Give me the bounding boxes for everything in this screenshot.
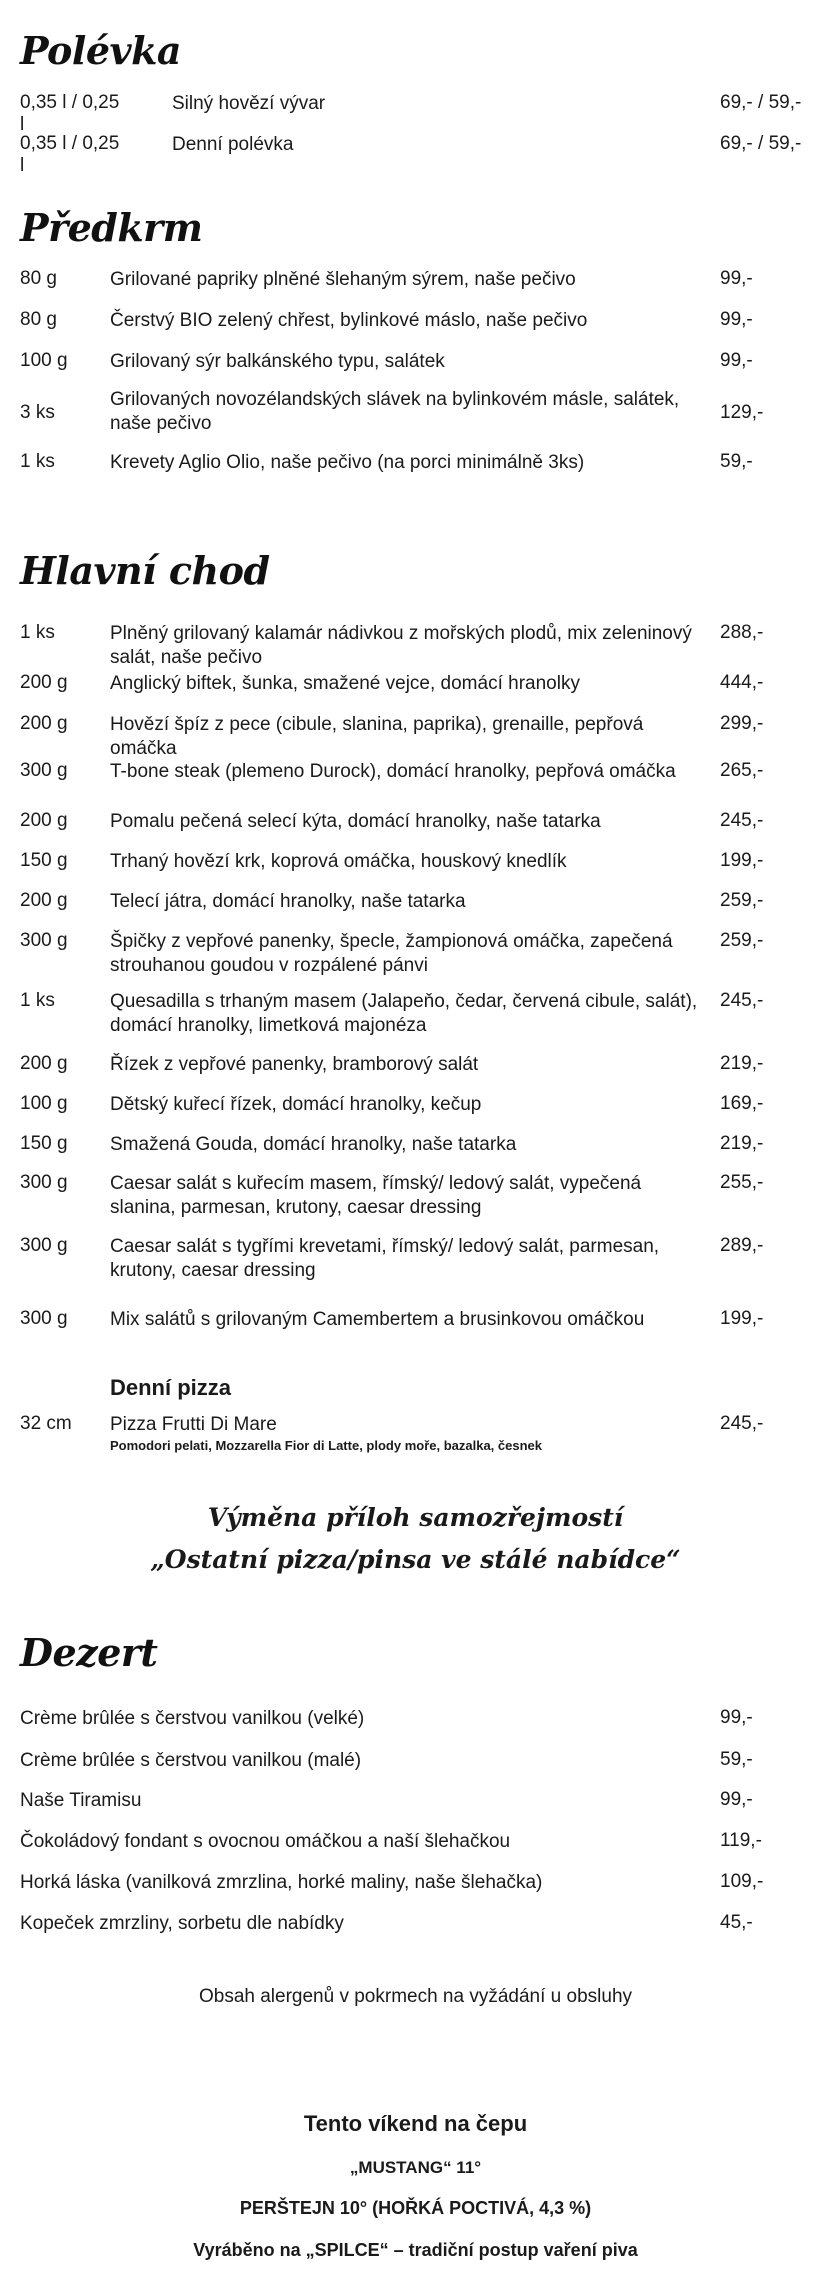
item-qty: 3 ks: [20, 402, 55, 423]
item-qty: 300 g: [20, 1172, 68, 1193]
pizza-note: „Ostatní pizza/pinsa ve stálé nabídce“: [150, 1545, 681, 1574]
item-name: Naše Tiramisu: [20, 1790, 142, 1811]
main-heading: Hlavní chod: [20, 548, 270, 593]
pizza-description: Pomodori pelati, Mozzarella Fior di Latte, plody moře, bazalka, česnek: [110, 1438, 542, 1453]
item-price: 219,-: [720, 1053, 764, 1074]
item-price: 69,- / 59,-: [720, 133, 802, 154]
item-price: 299,-: [720, 713, 764, 734]
item-qty: 32 cm: [20, 1413, 72, 1434]
item-price: 69,- / 59,-: [720, 92, 802, 113]
dessert-heading: Dezert: [20, 1630, 158, 1675]
item-price: 59,-: [720, 451, 753, 472]
item-qty: 1 ks: [20, 451, 55, 472]
pizza-subheading: Denní pizza: [110, 1375, 232, 1400]
item-name: Dětský kuřecí řízek, domácí hranolky, kečup: [110, 1094, 482, 1115]
item-price: 129,-: [720, 402, 764, 423]
item-qty: 0,35 l / 0,25 l: [20, 92, 120, 135]
item-price: 99,-: [720, 268, 753, 289]
item-qty: 1 ks: [20, 990, 55, 1011]
item-name: Plněný grilovaný kalamár nádivkou z mořských plodů, mix zeleninový salát, naše pečivo: [110, 623, 692, 668]
item-name: Crème brûlée s čerstvou vanilkou (velké): [20, 1708, 365, 1729]
item-price: 59,-: [720, 1749, 753, 1770]
item-price: 199,-: [720, 1308, 764, 1329]
allergens-note: Obsah alergenů v pokrmech na vyžádání u obsluhy: [198, 1986, 633, 2007]
item-price: 99,-: [720, 350, 753, 371]
item-name: Grilovaný sýr balkánského typu, salátek: [110, 351, 445, 372]
item-price: 199,-: [720, 850, 764, 871]
item-name: Mix salátů s grilovaným Camembertem a brusinkovou omáčkou: [110, 1309, 645, 1330]
pizza-name: Pizza Frutti Di Mare: [110, 1414, 277, 1435]
starter-heading: Předkrm: [20, 205, 203, 250]
item-price: 245,-: [720, 1413, 764, 1434]
item-price: 288,-: [720, 622, 764, 643]
item-qty: 200 g: [20, 890, 68, 911]
item-name: Krevety Aglio Olio, naše pečivo (na porci minimálně 3ks): [110, 452, 585, 473]
tap-heading: Tento víkend na čepu: [303, 2111, 528, 2136]
item-qty: 300 g: [20, 1308, 68, 1329]
item-name: Grilovaných novozélandských slávek na bylinkovém másle, salátek, naše pečivo: [110, 389, 680, 434]
item-name: [110, 1413, 710, 1455]
tap-footer: Vyráběno na „SPILCE“ – tradiční postup vaření piva: [193, 2240, 638, 2260]
item-name: Caesar salát s tygřími krevetami, římský/ ledový salát, parmesan, krutony, caesar dressing: [110, 1236, 660, 1281]
item-price: 45,-: [720, 1912, 753, 1933]
item-qty: 300 g: [20, 760, 68, 781]
item-price: 289,-: [720, 1235, 764, 1256]
item-name: Smažená Gouda, domácí hranolky, naše tatarka: [110, 1134, 517, 1155]
item-price: 245,-: [720, 990, 764, 1011]
tap-beer-1: „MUSTANG“ 11°: [349, 2158, 482, 2177]
item-name: Čokoládový fondant s ovocnou omáčkou a naší šlehačkou: [20, 1831, 511, 1852]
item-name: Quesadilla s trhaným masem (Jalapeňo, čedar, červená cibule, salát), domácí hranolky, limetková majonéza: [110, 991, 698, 1036]
item-name: Hovězí špíz z pece (cibule, slanina, paprika), grenaille, pepřová omáčka: [110, 714, 644, 759]
item-qty: 0,35 l / 0,25 l: [20, 133, 120, 176]
tap-beer-2: PERŠTEJN 10° (HOŘKÁ POCTIVÁ, 4,3 %): [239, 2198, 592, 2218]
item-qty: 150 g: [20, 850, 68, 871]
item-name: Anglický biftek, šunka, smažené vejce, domácí hranolky: [110, 673, 580, 694]
item-name: Horká láska (vanilková zmrzlina, horké maliny, naše šlehačka): [20, 1872, 543, 1893]
item-name: Špičky z vepřové panenky, špecle, žampionová omáčka, zapečená strouhanou goudou v rozpálené pánvi: [110, 931, 673, 976]
item-name: Pomalu pečená selecí kýta, domácí hranolky, naše tatarka: [110, 811, 601, 832]
item-qty: 200 g: [20, 1053, 68, 1074]
item-qty: 200 g: [20, 810, 68, 831]
item-price: 219,-: [720, 1133, 764, 1154]
item-price: 255,-: [720, 1172, 764, 1193]
item-qty: 80 g: [20, 268, 57, 289]
item-name: Grilované papriky plněné šlehaným sýrem, naše pečivo: [110, 269, 576, 290]
soup-heading: Polévka: [20, 28, 182, 73]
item-name: Čerstvý BIO zelený chřest, bylinkové máslo, naše pečivo: [110, 310, 588, 331]
item-qty: 1 ks: [20, 622, 55, 643]
item-name: Kopeček zmrzliny, sorbetu dle nabídky: [20, 1913, 344, 1934]
item-name: T-bone steak (plemeno Durock), domácí hranolky, pepřová omáčka: [110, 761, 676, 782]
item-price: 259,-: [720, 890, 764, 911]
item-name: Trhaný hovězí krk, koprová omáčka, houskový knedlík: [110, 851, 567, 872]
item-price: 99,-: [720, 309, 753, 330]
item-price: 99,-: [720, 1707, 753, 1728]
item-price: 444,-: [720, 672, 764, 693]
item-name: Řízek z vepřové panenky, bramborový salát: [110, 1054, 479, 1075]
item-qty: 80 g: [20, 309, 57, 330]
item-qty: 200 g: [20, 672, 68, 693]
item-name: Crème brûlée s čerstvou vanilkou (malé): [20, 1750, 362, 1771]
item-price: 245,-: [720, 810, 764, 831]
item-price: 119,-: [720, 1830, 762, 1851]
item-price: 259,-: [720, 930, 764, 951]
item-name: Denní polévka: [172, 134, 294, 155]
item-price: 265,-: [720, 760, 764, 781]
item-name: Telecí játra, domácí hranolky, naše tatarka: [110, 891, 466, 912]
item-name: Silný hovězí vývar: [172, 93, 326, 114]
item-qty: 200 g: [20, 713, 68, 734]
item-qty: 150 g: [20, 1133, 68, 1154]
item-qty: 300 g: [20, 930, 68, 951]
item-name: Caesar salát s kuřecím masem, římský/ ledový salát, vypečená slanina, parmesan, krutony, caesar dressing: [110, 1173, 642, 1218]
item-qty: 100 g: [20, 1093, 68, 1114]
item-price: 169,-: [720, 1093, 764, 1114]
item-price: 99,-: [720, 1789, 753, 1810]
item-qty: 100 g: [20, 350, 68, 371]
item-qty: 300 g: [20, 1235, 68, 1256]
item-price: 109,-: [720, 1871, 764, 1892]
sides-note: Výměna příloh samozřejmostí: [207, 1503, 624, 1532]
